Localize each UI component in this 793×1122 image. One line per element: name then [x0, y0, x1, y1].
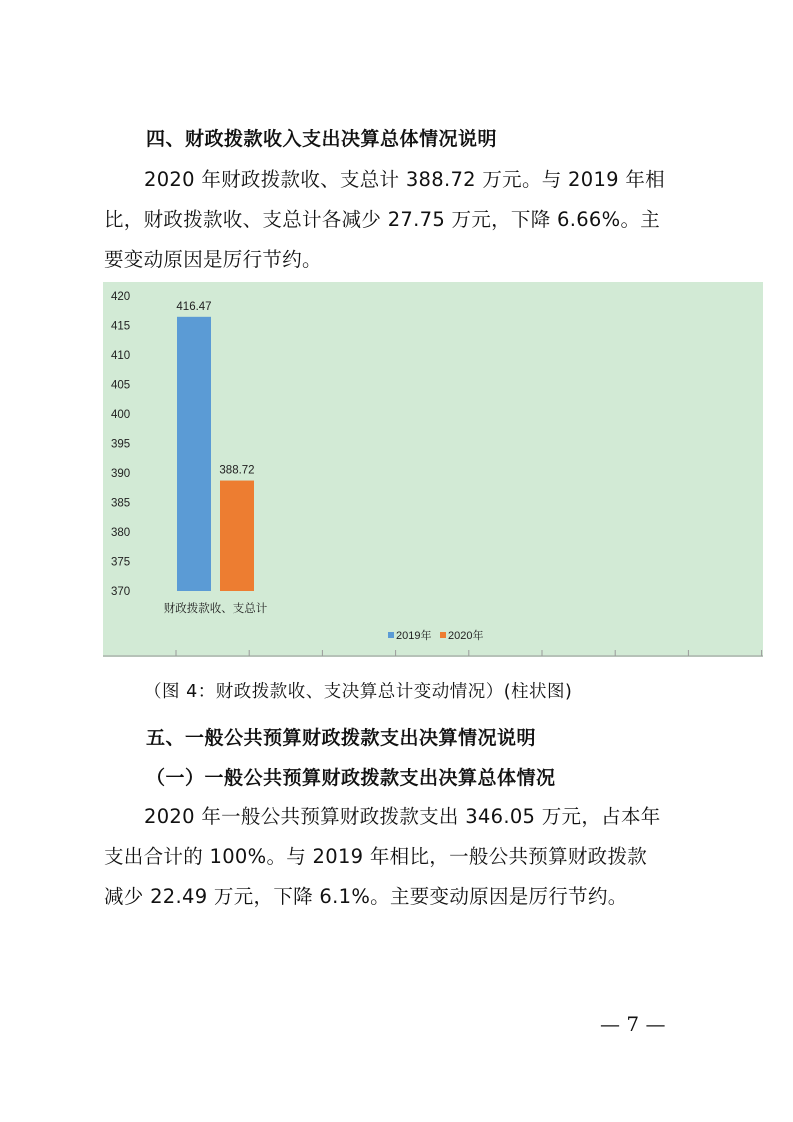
bar-2020年 — [220, 481, 254, 591]
paragraph-line: 2020 年财政拨款收、支总计 388.72 万元。与 2019 年相 — [144, 168, 665, 191]
paragraph-line: 支出合计的 100%。与 2019 年相比，一般公共预算财政拨款 — [104, 845, 648, 868]
legend-swatch — [440, 632, 446, 638]
y-tick-label: 420 — [111, 291, 131, 303]
paragraph-line: 要变动原因是厉行节约。 — [104, 248, 322, 271]
y-tick-label: 385 — [111, 497, 131, 510]
bar-chart — [103, 282, 765, 662]
y-tick-label: 395 — [111, 438, 131, 451]
y-tick-label: 370 — [111, 586, 131, 598]
y-tick-label: 410 — [111, 350, 131, 362]
section-5-subheading: （一）一般公共预算财政拨款支出决算总体情况 — [146, 767, 556, 789]
section-4-paragraph — [104, 160, 696, 280]
legend-label: 2020年 — [448, 630, 484, 642]
y-tick-label: 390 — [111, 468, 131, 480]
x-category-label: 财政拨款收、支总计 — [163, 603, 268, 615]
section-5-heading: 五、一般公共预算财政拨款支出决算情况说明 — [146, 727, 537, 749]
bar-data-label: 388.72 — [219, 464, 255, 477]
section-4-heading: 四、财政拨款收入支出决算总体情况说明 — [146, 128, 498, 150]
page-number: — 7 — — [600, 1012, 666, 1036]
figure-caption: （图 4：财政拨款收、支决算总计变动情况）(柱状图) — [144, 682, 573, 702]
paragraph-line: 2020 年一般公共预算财政拨款支出 346.05 万元，占本年 — [144, 805, 661, 828]
y-tick-label: 415 — [111, 320, 131, 333]
section-5-paragraph — [104, 797, 696, 917]
y-tick-label: 405 — [111, 379, 131, 392]
bar-data-label: 416.47 — [176, 300, 212, 313]
paragraph-line: 减少 22.49 万元，下降 6.1%。主要变动原因是厉行节约。 — [104, 885, 628, 908]
y-tick-label: 400 — [111, 409, 131, 421]
legend-label: 2019年 — [396, 630, 432, 642]
y-tick-label: 380 — [111, 527, 131, 539]
legend-swatch — [388, 632, 394, 638]
y-tick-label: 375 — [111, 556, 131, 569]
bar-2019年 — [177, 317, 211, 591]
paragraph-line: 比，财政拨款收、支总计各减少 27.75 万元，下降 6.66%。主 — [104, 208, 661, 231]
